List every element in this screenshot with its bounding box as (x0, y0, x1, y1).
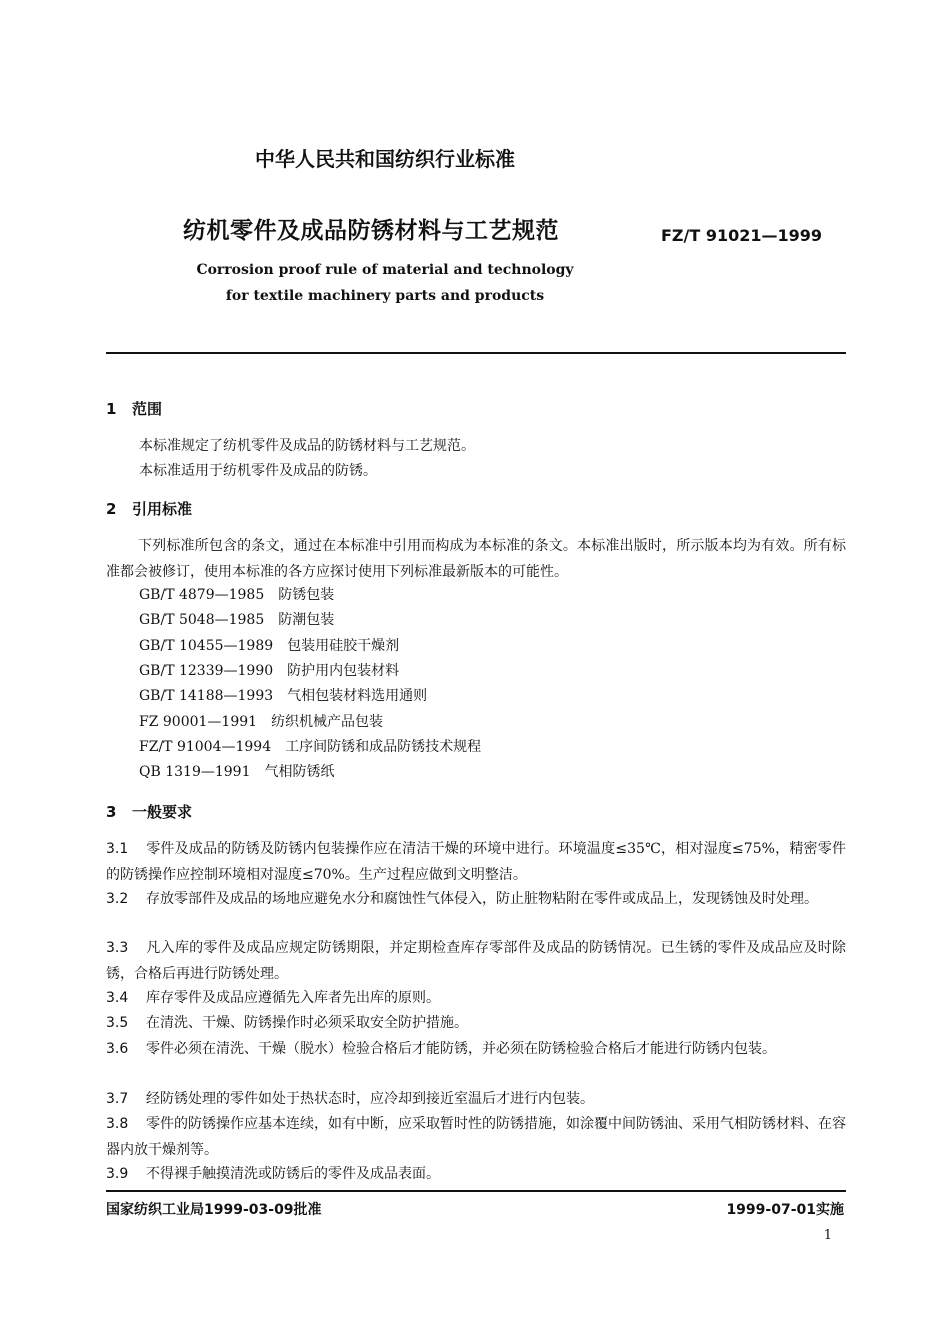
clause-number: 3.8 (106, 1116, 129, 1132)
reference-name: 气相防锈纸 (264, 764, 335, 780)
reference-code: GB/T 4879—1985 (139, 587, 265, 603)
header-divider (106, 352, 846, 354)
paragraph: 下列标准所包含的条文，通过在本标准中引用而构成为本标准的条文。本标准出版时，所示版本均为有效。所有标准都会被修订，使用本标准的各方应探讨使用下列标准最新版本的可能性。 (106, 538, 846, 580)
clause-text: 凡入库的零件及成品应规定防锈期限，并定期检查库存零部件及成品的防锈情况。已生锈的零件及成品应及时除锈，合格后再进行防锈处理。 (106, 940, 846, 982)
clause-number: 3.5 (106, 1015, 129, 1031)
reference-item (139, 584, 334, 604)
reference-name: 防锈包装 (278, 587, 335, 603)
standard-code: FZ/T 91021—1999 (661, 226, 823, 245)
english-title-line1: Corrosion proof rule of material and technology (196, 262, 574, 278)
clause (106, 1010, 846, 1036)
document-title: 纺机零件及成品防锈材料与工艺规范 (183, 218, 559, 244)
clause-number: 3.4 (106, 990, 129, 1006)
section-number: 1 (106, 400, 117, 418)
section-number: 2 (106, 500, 117, 518)
reference-item (139, 711, 383, 731)
clause (106, 1111, 846, 1163)
reference-code: GB/T 12339—1990 (139, 663, 274, 679)
clause (106, 1086, 846, 1112)
reference-name: 包装用硅胶干燥剂 (287, 638, 400, 654)
clause-number: 3.6 (106, 1041, 129, 1057)
section-title: 一般要求 (132, 803, 193, 821)
reference-code: FZ/T 91004—1994 (139, 739, 272, 755)
section-title: 引用标准 (132, 500, 193, 518)
reference-code: GB/T 10455—1989 (139, 638, 274, 654)
clause-text: 经防锈处理的零件如处于热状态时，应冷却到接近室温后才进行内包装。 (146, 1091, 594, 1107)
section-number: 3 (106, 803, 117, 821)
reference-name: 纺织机械产品包装 (271, 714, 384, 730)
clause (106, 886, 846, 912)
reference-name: 防潮包装 (278, 612, 335, 628)
implementation-date: 1999-07-01实施 (726, 1202, 844, 1218)
reference-name: 气相包装材料选用通则 (287, 688, 428, 704)
section-title: 范围 (132, 400, 163, 418)
clause (106, 1161, 846, 1187)
approval-date: 国家纺织工业局1999-03-09批准 (106, 1202, 322, 1218)
reference-code: GB/T 14188—1993 (139, 688, 274, 704)
footer-divider (106, 1190, 846, 1192)
reference-item (139, 736, 481, 756)
clause-text: 不得裸手触摸清洗或防锈后的零件及成品表面。 (146, 1166, 440, 1182)
clause (106, 935, 846, 987)
section-heading-general-requirements (106, 801, 192, 822)
reference-name: 防护用内包装材料 (287, 663, 400, 679)
standard-organization: 中华人民共和国纺织行业标准 (255, 147, 515, 171)
reference-name: 工序间防锈和成品防锈技术规程 (285, 739, 482, 755)
clause-text: 零件的防锈操作应基本连续，如有中断，应采取暂时性的防锈措施，如涂覆中间防锈油、采用气相防锈材料、在容器内放干燥剂等。 (106, 1116, 846, 1158)
clause-text: 在清洗、干燥、防锈操作时必须采取安全防护措施。 (146, 1015, 468, 1031)
clause-text: 存放零部件及成品的场地应避免水分和腐蚀性气体侵入，防止脏物粘附在零件或成品上，发现锈蚀及时处理。 (146, 891, 818, 907)
reference-item (139, 609, 334, 629)
reference-item (139, 761, 334, 781)
reference-item (139, 685, 427, 705)
section-heading-references (106, 498, 192, 519)
reference-code: GB/T 5048—1985 (139, 612, 265, 628)
clause (106, 1036, 846, 1062)
reference-code: QB 1319—1991 (139, 764, 251, 780)
paragraph: 本标准适用于纺机零件及成品的防锈。 (139, 463, 377, 479)
clause-number: 3.2 (106, 891, 129, 907)
english-title-line2: for textile machinery parts and products (225, 288, 545, 304)
clause-text: 库存零件及成品应遵循先入库者先出库的原则。 (146, 990, 440, 1006)
clause-number: 3.3 (106, 940, 129, 956)
clause (106, 836, 846, 888)
paragraph: 本标准规定了纺机零件及成品的防锈材料与工艺规范。 (139, 438, 475, 454)
reference-item (139, 660, 399, 680)
clause-number: 3.1 (106, 841, 129, 857)
clause-text: 零件必须在清洗、干燥（脱水）检验合格后才能防锈，并必须在防锈检验合格后才能进行防锈内包装。 (146, 1041, 776, 1057)
page-number: 1 (823, 1228, 832, 1243)
section-heading-scope (106, 398, 162, 419)
clause-text: 零件及成品的防锈及防锈内包装操作应在清洁干燥的环境中进行。环境温度≤35℃，相对湿度≤75%，精密零件的防锈操作应控制环境相对湿度≤70%。生产过程应做到文明整洁。 (106, 841, 846, 883)
clause (106, 985, 846, 1011)
reference-item (139, 635, 399, 655)
clause-number: 3.7 (106, 1091, 129, 1107)
reference-code: FZ 90001—1991 (139, 714, 258, 730)
clause-number: 3.9 (106, 1166, 129, 1182)
